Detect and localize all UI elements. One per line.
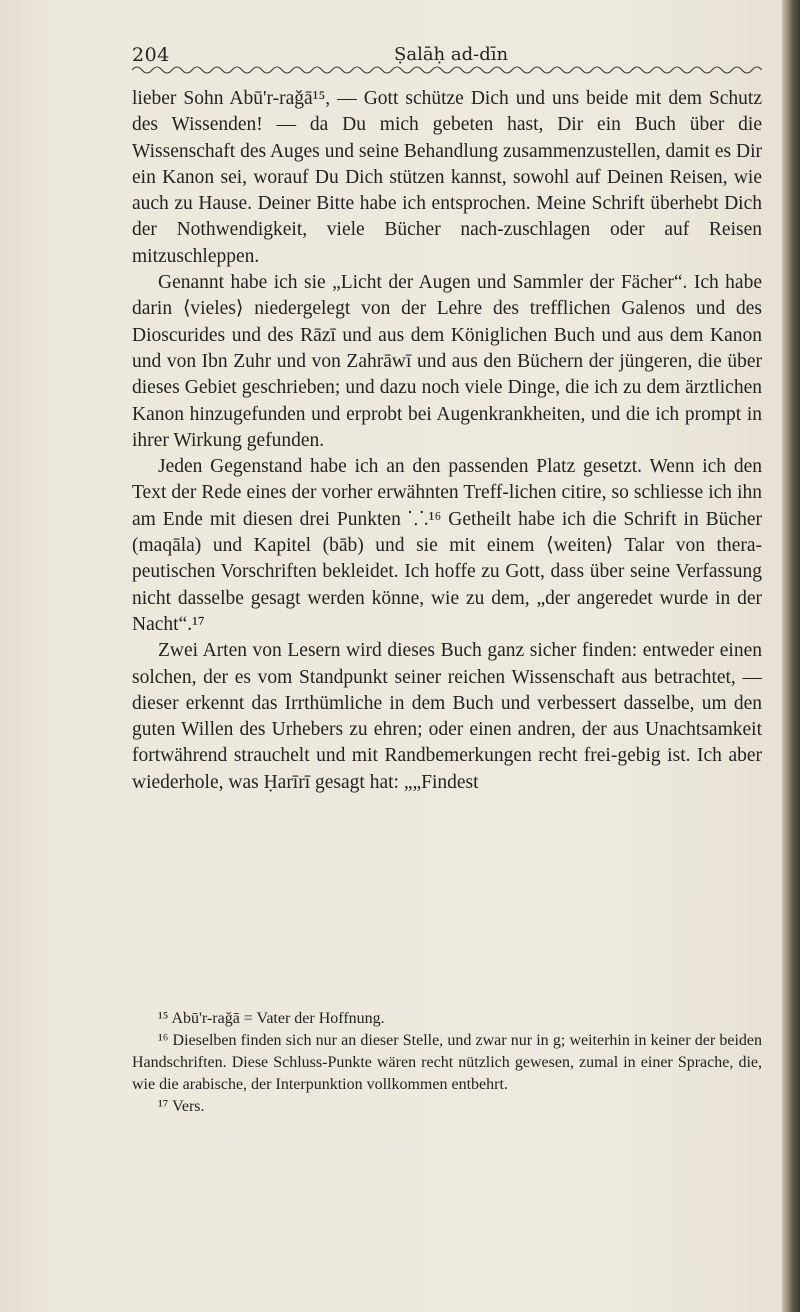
book-spine-edge (782, 0, 800, 1312)
running-title: Ṣalāḥ ad-dīn (394, 44, 509, 65)
paragraph-2: Genannt habe ich sie „Licht der Augen und Sammler der Fächer“. Ich habe darin ⟨vieles⟩ niedergelegt von der Lehre des trefflichen Galenos und des Dioscurides und des Rāzī und aus dem Königlichen Buch und aus dem Kanon und von Ibn Zuhr und von Zahrāwī und aus den Büchern der jüngeren, die über dieses Gebiet geschrieben; und dazu noch viele Dinge, die ich zu dem ärztlichen Kanon hinzugefunden und erprobt bei Augenkrankheiten, und die ich prompt in ihrer Wirkung gefunden. (132, 272, 762, 451)
footnote-15: ¹⁵ Abū'r-raǧā = Vater der Hoffnung. (158, 1010, 385, 1027)
footnotes (132, 1008, 762, 1118)
paragraph-3: Jeden Gegenstand habe ich an den passenden Platz gesetzt. Wenn ich den Text der Rede eines der vorher erwähnten Treff-lichen citire, so schliesse ich ihn am Ende mit diesen drei Punkten ⸪.¹⁶ Getheilt habe ich die Schrift in Bücher (maqāla) und Kapitel (bāb) und sie mit einem ⟨weiten⟩ Talar von thera-peutischen Vorschriften bekleidet. Ich hoffe zu Gott, dass über seine Verfassung nicht dasselbe gesagt werden könne, wie zu dem, „der angeredet wurde in der Nacht“.¹⁷ (132, 456, 762, 635)
paragraph-4: Zwei Arten von Lesern wird dieses Buch ganz sicher finden: entweder einen solchen, der es vom Standpunkt seiner reichen Wissenschaft aus betrachtet, — dieser erkennt das Irrthümliche in dem Buch und verbessert dasselbe, um den guten Willen des Urhebers zu ehren; oder einen andren, der aus Unachtsamkeit fortwährend strauchelt und mit Randbemerkungen recht frei-gebig ist. Ich aber wiederhole, was Ḥarīrī gesagt hat: „„Findest (132, 640, 762, 793)
paragraph-1: lieber Sohn Abū'r-raǧā¹⁵, — Gott schütze Dich und uns beide mit dem Schutz des Wissenden! — da Du mich gebeten hast, Dir ein Buch über die Wissenschaft des Auges und seine Behandlung zusammenzustellen, damit es Dir ein Kanon sei, worauf Du Dich stützen kannst, sowohl auf Deinen Reisen, wie auch zu Hause. Deiner Bitte habe ich entsprochen. Meine Schrift überhebt Dich der Nothwendigkeit, viele Bücher nach-zuschlagen oder auf Reisen mitzuschleppen. (132, 88, 762, 267)
wavy-rule-ornament (132, 64, 762, 76)
main-text (132, 86, 762, 796)
page-number: 204 (132, 44, 170, 66)
footnote-16: ¹⁶ Dieselben finden sich nur an dieser Stelle, und zwar nur in g; weiterhin in keiner der beiden Handschriften. Diese Schluss-Punkte wären recht nützlich gewesen, zumal in einer Sprache, die, wie die arabische, der Interpunktion vollkommen entbehrt. (132, 1032, 762, 1093)
footnote-17: ¹⁷ Vers. (158, 1098, 205, 1115)
